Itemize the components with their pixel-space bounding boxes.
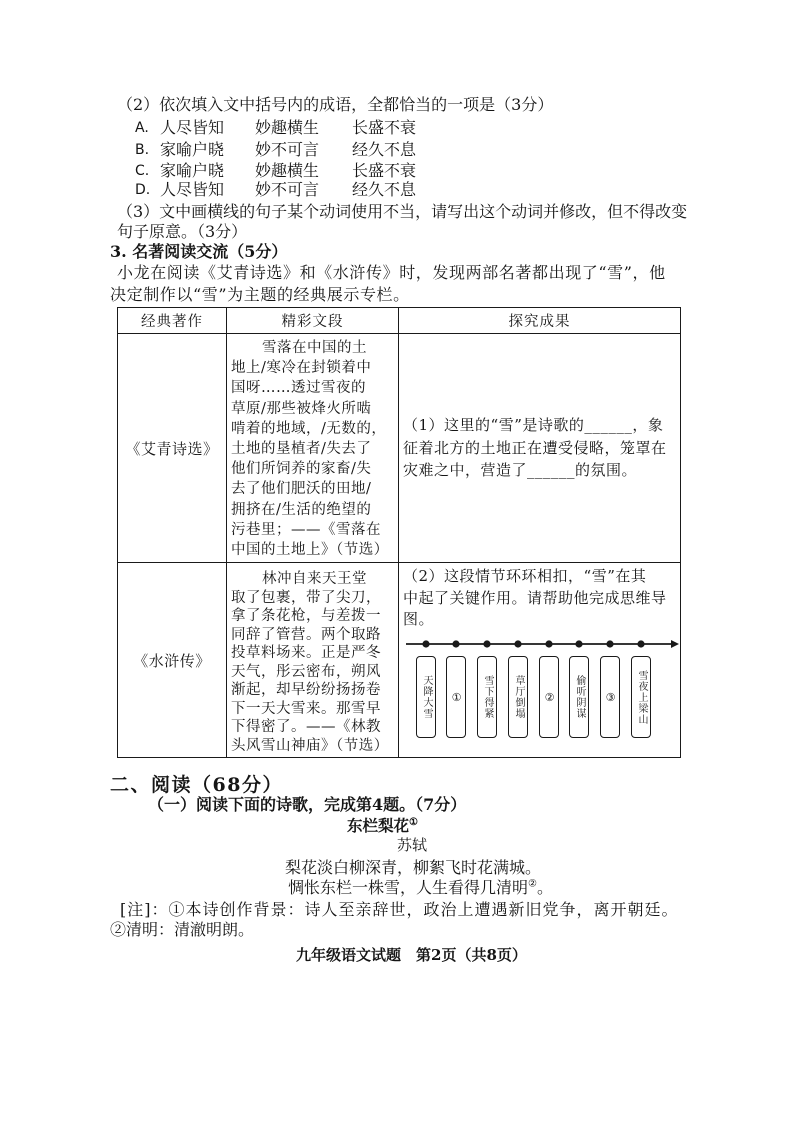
table-header-row <box>118 308 681 334</box>
poem-line: 梨花淡白柳深青，柳絮飞时花满城。 <box>285 858 542 877</box>
timeline-dot <box>575 640 582 647</box>
option-idiom: 人尽皆知 <box>160 118 225 137</box>
option-idiom: 经久不息 <box>352 140 417 159</box>
option-label: D. <box>135 182 151 198</box>
classics-table <box>117 307 681 758</box>
mindmap-node: 雪夜上梁山 <box>631 656 651 738</box>
option-b <box>0 140 794 160</box>
poem-author: 苏轼 <box>397 836 428 854</box>
passage-line: 去了他们肥沃的田地/ <box>231 481 372 498</box>
option-idiom: 长盛不衰 <box>352 161 417 180</box>
result-line: 征着北方的土地正在遭受侵略，笼罩在 <box>403 438 667 457</box>
header-passage: 精彩文段 <box>227 308 399 334</box>
passage-text <box>227 334 398 560</box>
option-idiom: 家喻户晓 <box>160 140 225 159</box>
header-work: 经典著作 <box>118 308 227 334</box>
passage-line: 草原/那些被烽火所啮 <box>231 400 372 417</box>
option-c <box>0 161 794 181</box>
timeline-dot <box>637 640 644 647</box>
mindmap-blank-node: ① <box>446 656 466 738</box>
result-cell <box>399 334 681 563</box>
question3-line: 句子原意。（3分） <box>117 222 248 241</box>
passage-line: 拥挤在/生活的绝望的 <box>231 501 372 518</box>
timeline-dot <box>452 640 459 647</box>
passage-line: 污巷里；——《雪落在 <box>231 521 381 538</box>
result-cell-content <box>399 563 680 757</box>
mindmap-node: 天降大雪 <box>416 656 436 738</box>
option-label: B. <box>135 142 150 158</box>
passage-line: 林冲自来天王堂 <box>262 571 367 587</box>
work-title: 《水浒传》 <box>118 563 227 758</box>
poem-title <box>347 816 418 836</box>
passage-line: 渐起，却早纷纷扬扬卷 <box>231 682 381 698</box>
passage-line: 地上/寒冷在封锁着中 <box>231 360 372 377</box>
result-line: 中起了关键作用。请帮助他完成思维导 <box>403 588 667 607</box>
passage-line: 头风雪山神庙》（节选） <box>231 737 389 754</box>
result-line: （1）这里的“雪”是诗歌的______，象 <box>403 416 664 435</box>
item3-intro-line: 决定制作以“雪”为主题的经典展示专栏。 <box>110 285 410 304</box>
poem-title-note: ① <box>409 816 418 828</box>
poem-line-end: 。 <box>536 878 553 897</box>
mindmap-blank-node: ② <box>539 656 559 738</box>
mindmap-node: 偷听阴谋 <box>569 656 589 738</box>
mindmap-node: 雪下得紧 <box>477 656 497 738</box>
option-idiom: 妙不可言 <box>255 180 320 199</box>
passage-line: 他们所饲养的家畜/失 <box>231 461 372 478</box>
poem-note: ②清明：清澈明朗。 <box>110 920 255 939</box>
passage-line: 拿了条花枪，与差拨一 <box>231 608 381 624</box>
option-idiom: 长盛不衰 <box>352 118 417 137</box>
passage-line: 雪落在中国的土 <box>262 340 367 356</box>
timeline-dot <box>545 640 552 647</box>
passage-line: 取了包裹，带了尖刀， <box>231 589 381 606</box>
mindmap-blank-node: ③ <box>600 656 620 738</box>
header-result: 探究成果 <box>399 308 681 334</box>
passage-line: 下得密了。——《林教 <box>231 719 381 735</box>
option-a <box>0 118 794 138</box>
option-d <box>0 180 794 200</box>
timeline-dot <box>606 640 613 647</box>
mindmap-node: 草厅倒塌 <box>508 656 528 738</box>
work-title: 《艾青诗选》 <box>118 334 227 563</box>
passage-line: 中国的土地上》（节选） <box>231 542 389 559</box>
poem-line-text: 惆怅东栏一株雪，人生看得几清明 <box>288 878 529 897</box>
page-footer: 九年级语文试题 第2页（共8页） <box>296 946 527 964</box>
passage-line: 投草料场来。正是严冬 <box>231 645 381 661</box>
item3-intro-line: 小龙在阅读《艾青诗选》和《水浒传》时，发现两部名著都出现了“雪”，他 <box>117 263 666 282</box>
passage-line: 下一天大雪来。那雪早 <box>231 700 381 717</box>
option-idiom: 人尽皆知 <box>160 180 225 199</box>
passage-line: 国呀……透过雪夜的 <box>231 380 366 397</box>
poem-title-text: 东栏梨花 <box>347 816 410 835</box>
timeline-dot <box>514 640 521 647</box>
poem-note: [注]：①本诗创作背景：诗人至亲辞世，政治上遭遇新旧党争，离开朝廷。 <box>120 900 679 919</box>
option-idiom: 妙趣横生 <box>255 161 320 180</box>
passage-cell <box>227 334 399 563</box>
question3-line: （3）文中画横线的句子某个动词使用不当，请写出这个动词并修改，但不得改变 <box>117 202 688 221</box>
result-line: 灾难之中，营造了______的氛围。 <box>403 461 638 480</box>
table-row <box>118 563 681 758</box>
option-idiom: 妙不可言 <box>255 140 320 159</box>
passage-text <box>227 563 398 755</box>
result-line: 图。 <box>403 610 435 628</box>
timeline-dot <box>422 640 429 647</box>
table-row <box>118 334 681 563</box>
poem-line-note: ② <box>528 878 537 890</box>
option-label: C. <box>135 163 150 179</box>
option-idiom: 妙趣横生 <box>255 118 320 137</box>
passage-line: 同辞了管营。两个取路 <box>231 626 381 643</box>
result-text <box>399 414 680 482</box>
result-cell <box>399 563 681 758</box>
question2-stem: （2）依次填入文中括号内的成语，全都恰当的一项是（3分） <box>117 95 554 114</box>
passage-cell <box>227 563 399 758</box>
result-line: （2）这段情节环环相扣，“雪”在其 <box>403 567 647 585</box>
section2-subtitle: （一）阅读下面的诗歌，完成第4题。（7分） <box>148 795 467 814</box>
section2-title: 二、阅读（68分） <box>110 774 283 796</box>
poem-line <box>288 878 553 898</box>
passage-line: 土地的垦植者/失去了 <box>231 441 372 458</box>
timeline-arrow-icon <box>671 640 679 648</box>
passage-line: 天气，彤云密布，朔风 <box>231 663 381 680</box>
option-label: A. <box>135 120 149 136</box>
timeline-dot <box>483 640 490 647</box>
option-idiom: 经久不息 <box>352 180 417 199</box>
option-idiom: 家喻户晓 <box>160 161 225 180</box>
passage-line: 啃着的地域，/无数的， <box>231 420 387 437</box>
item3-title: 3. 名著阅读交流（5分） <box>110 242 288 261</box>
